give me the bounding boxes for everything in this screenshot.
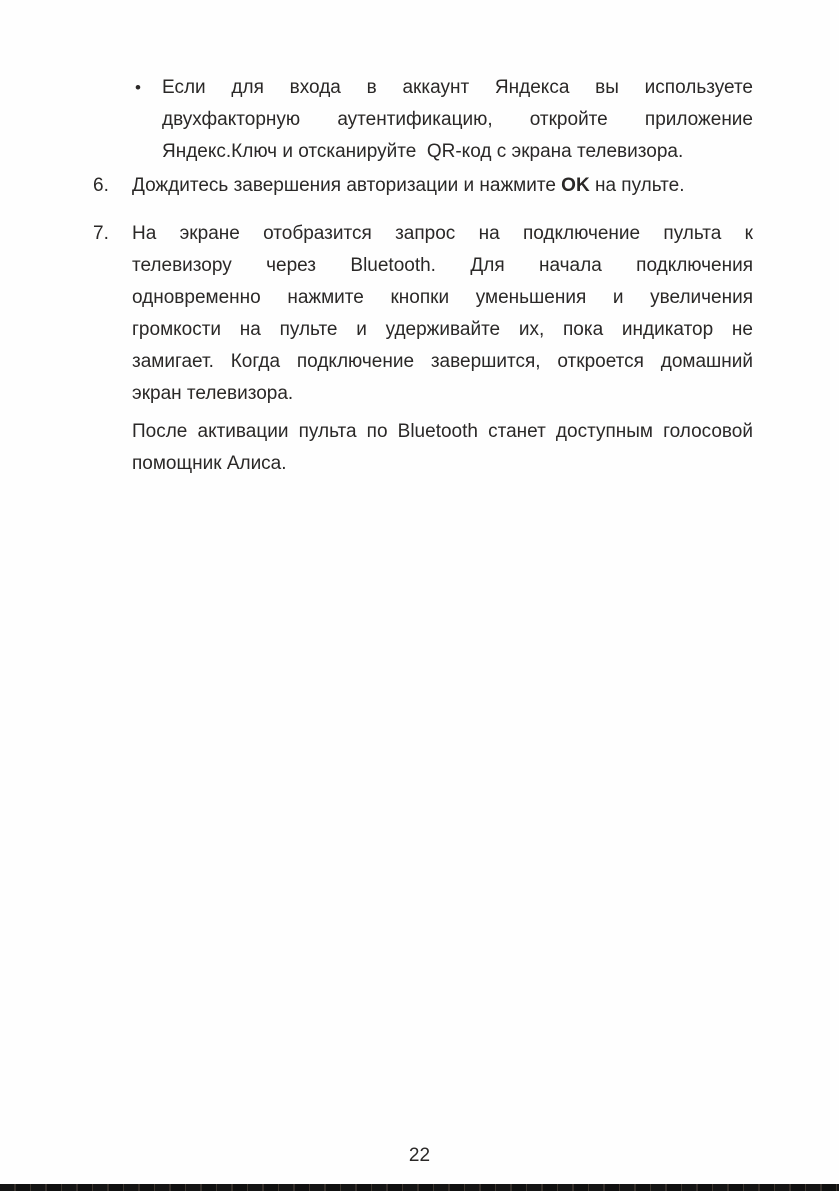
body-line: экран телевизора.: [132, 383, 294, 404]
bullet-item: [93, 72, 753, 168]
list-item-7: [93, 218, 753, 480]
page-number: 22: [408, 1145, 431, 1166]
page-content: [93, 72, 753, 480]
item7-followup-paragraph: [132, 416, 753, 480]
body-line: После активации пульта по Bluetooth станет доступным голосовой: [132, 421, 753, 442]
bullet-line: Яндекс.Ключ и отсканируйте QR-код с экрана телевизора.: [162, 141, 684, 162]
list-number: 6.: [93, 175, 109, 196]
bullet-line: Если для входа в аккаунт Яндекса вы используете: [162, 77, 753, 98]
list-item-6: [93, 170, 753, 202]
item6-text-post: на пульте.: [589, 175, 685, 196]
body-line: замигает. Когда подключение завершится, откроется домашний: [132, 351, 753, 372]
body-line: громкости на пульте и удерживайте их, пока индикатор не: [132, 319, 753, 340]
body-line: телевизору через Bluetooth. Для начала подключения: [132, 255, 753, 276]
body-line: помощник Алиса.: [132, 453, 287, 474]
item6-ok-label: OK: [561, 175, 590, 196]
item6-text-pre: Дождитесь завершения авторизации и нажмите: [132, 175, 562, 196]
list-number: 7.: [93, 223, 109, 244]
list-item-6-body: [132, 170, 753, 202]
body-line: На экране отобразится запрос на подключение пульта к: [132, 223, 753, 244]
body-line: одновременно нажмите кнопки уменьшения и увеличения: [132, 287, 753, 308]
bullet-line: двухфакторную аутентификацию, откройте приложение: [162, 109, 753, 130]
page-bottom-edge: [0, 1184, 839, 1191]
bullet-icon: •: [135, 78, 141, 97]
bullet-item-body: [162, 72, 753, 168]
list-item-7-body: [132, 218, 753, 480]
body-line: [132, 170, 753, 202]
